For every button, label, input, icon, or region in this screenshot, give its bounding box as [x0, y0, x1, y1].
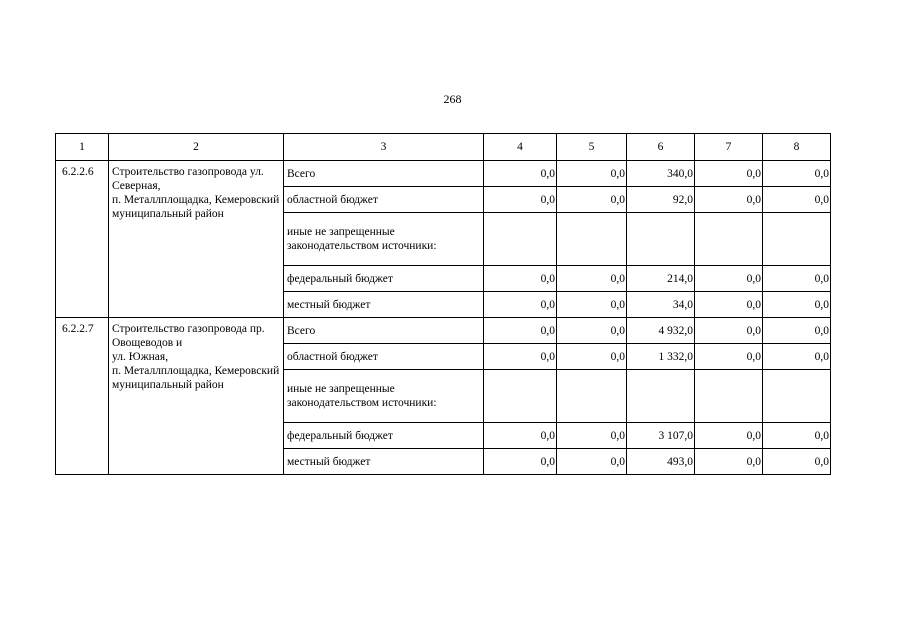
funding-source: областной бюджет	[284, 344, 484, 370]
header-cell: 1	[56, 134, 109, 161]
value-cell-v8: 0,0	[763, 344, 831, 370]
item-code: 6.2.2.7	[56, 318, 109, 475]
header-cell: 8	[763, 134, 831, 161]
value-cell-v5: 0,0	[557, 318, 627, 344]
value-cell-v5	[557, 213, 627, 266]
value-cell-v7: 0,0	[695, 161, 763, 187]
value-cell-v4: 0,0	[484, 292, 557, 318]
value-cell-v6: 4 932,0	[627, 318, 695, 344]
funding-source: федеральный бюджет	[284, 423, 484, 449]
value-cell-v5: 0,0	[557, 187, 627, 213]
value-cell-v5: 0,0	[557, 423, 627, 449]
funding-source: иные не запрещенные законодательством источники:	[284, 213, 484, 266]
value-cell-v6: 493,0	[627, 449, 695, 475]
funding-source: Всего	[284, 161, 484, 187]
item-name: Строительство газопровода пр. Овощеводов и ул. Южная, п. Металлплощадка, Кемеровский муниципальный район	[109, 318, 284, 475]
value-cell-v4: 0,0	[484, 423, 557, 449]
value-cell-v4: 0,0	[484, 318, 557, 344]
value-cell-v7: 0,0	[695, 292, 763, 318]
value-cell-v8	[763, 213, 831, 266]
value-cell-v7: 0,0	[695, 318, 763, 344]
funding-source: иные не запрещенные законодательством источники:	[284, 370, 484, 423]
item-code: 6.2.2.6	[56, 161, 109, 318]
value-cell-v4: 0,0	[484, 161, 557, 187]
value-cell-v8: 0,0	[763, 187, 831, 213]
table-row	[56, 161, 831, 187]
value-cell-v7: 0,0	[695, 449, 763, 475]
value-cell-v5: 0,0	[557, 266, 627, 292]
header-row	[56, 134, 831, 161]
value-cell-v7: 0,0	[695, 344, 763, 370]
value-cell-v8: 0,0	[763, 449, 831, 475]
value-cell-v6: 1 332,0	[627, 344, 695, 370]
value-cell-v6	[627, 213, 695, 266]
header-cell: 5	[557, 134, 627, 161]
value-cell-v8	[763, 370, 831, 423]
funding-source: областной бюджет	[284, 187, 484, 213]
value-cell-v6: 92,0	[627, 187, 695, 213]
value-cell-v7: 0,0	[695, 187, 763, 213]
value-cell-v4	[484, 370, 557, 423]
value-cell-v6: 3 107,0	[627, 423, 695, 449]
value-cell-v6	[627, 370, 695, 423]
table-row	[56, 318, 831, 344]
header-cell: 7	[695, 134, 763, 161]
value-cell-v5: 0,0	[557, 292, 627, 318]
value-cell-v4: 0,0	[484, 344, 557, 370]
value-cell-v4: 0,0	[484, 449, 557, 475]
value-cell-v8: 0,0	[763, 423, 831, 449]
budget-table	[55, 133, 831, 475]
funding-source: местный бюджет	[284, 449, 484, 475]
value-cell-v6: 34,0	[627, 292, 695, 318]
value-cell-v8: 0,0	[763, 161, 831, 187]
header-cell: 2	[109, 134, 284, 161]
header-cell: 4	[484, 134, 557, 161]
funding-source: федеральный бюджет	[284, 266, 484, 292]
value-cell-v8: 0,0	[763, 318, 831, 344]
value-cell-v5: 0,0	[557, 449, 627, 475]
value-cell-v7	[695, 213, 763, 266]
value-cell-v6: 214,0	[627, 266, 695, 292]
value-cell-v8: 0,0	[763, 292, 831, 318]
value-cell-v5	[557, 370, 627, 423]
value-cell-v7	[695, 370, 763, 423]
value-cell-v5: 0,0	[557, 161, 627, 187]
value-cell-v4: 0,0	[484, 187, 557, 213]
value-cell-v7: 0,0	[695, 266, 763, 292]
value-cell-v4	[484, 213, 557, 266]
funding-source: Всего	[284, 318, 484, 344]
value-cell-v5: 0,0	[557, 344, 627, 370]
page-number: 268	[443, 92, 462, 106]
value-cell-v8: 0,0	[763, 266, 831, 292]
value-cell-v6: 340,0	[627, 161, 695, 187]
header-cell: 3	[284, 134, 484, 161]
value-cell-v7: 0,0	[695, 423, 763, 449]
header-cell: 6	[627, 134, 695, 161]
item-name: Строительство газопровода ул. Северная, п. Металлплощадка, Кемеровский муниципальный район	[109, 161, 284, 318]
value-cell-v4: 0,0	[484, 266, 557, 292]
funding-source: местный бюджет	[284, 292, 484, 318]
